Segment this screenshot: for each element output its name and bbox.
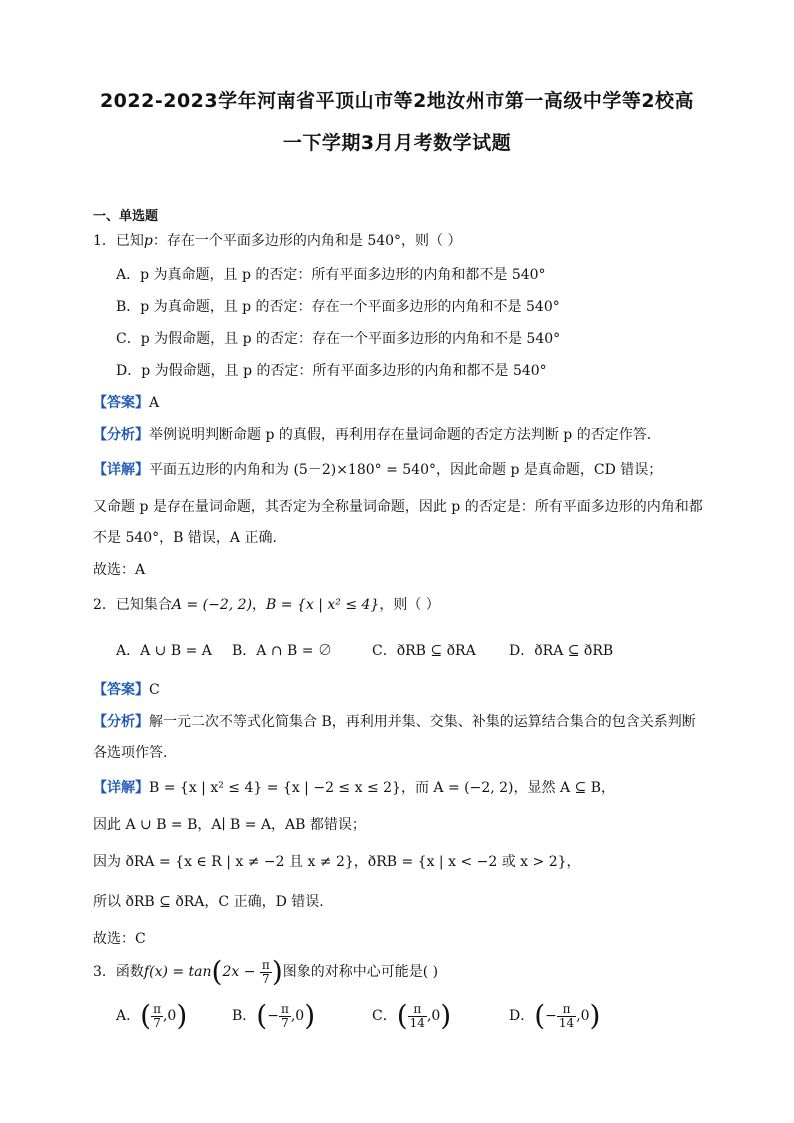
q3-stem-pre: 3．函数 — [93, 964, 144, 980]
q2-stem — [93, 594, 440, 614]
denominator: 7 — [262, 971, 270, 986]
q1-detail-2: 又命题 p 是存在量词命题，其否定为全称量词命题，因此 p 的否定是：所有平面多边形的内角和都 — [93, 499, 703, 515]
q3-func: f(x) = tan — [143, 964, 212, 980]
q2-stem-pre: 2．已知集合 — [93, 597, 172, 613]
q1-option-c: C．p 为假命题，且 p 的否定：存在一个平面多边形的内角和不是 540° — [116, 331, 561, 347]
q2-stem-post: ，则（ ） — [379, 597, 440, 613]
q2-option-a: A．A ∪ B = A — [116, 643, 212, 659]
right-paren: ) — [304, 999, 316, 1032]
q2-option-d: D．ðRA ⊆ ðRB — [509, 643, 614, 659]
left-paren: ( — [140, 999, 152, 1032]
q2-analysis-2: 各选项作答. — [93, 745, 168, 761]
q1-detail-3: 不是 540°，B 错误，A 正确. — [93, 530, 277, 546]
option-label: A． — [116, 1008, 141, 1024]
q2-detail-1 — [93, 777, 615, 797]
q1-analysis-text: 举例说明判断命题 p 的真假，再利用存在量词命题的否定方法判断 p 的否定作答. — [149, 427, 652, 443]
q2-option-b: B．A ∩ B = ∅ — [232, 643, 332, 659]
q1-choose: 故选：A — [93, 562, 146, 578]
q2-choose: 故选：C — [93, 931, 146, 947]
left-paren: ( — [534, 999, 546, 1032]
q3-arg: 2x − — [222, 964, 256, 980]
q1-option-a: A．p 为真命题，且 p 的否定：所有平面多边形的内角和都不是 540° — [116, 267, 546, 283]
q1-analysis — [93, 424, 651, 444]
section-heading: 一、单选题 — [93, 209, 159, 224]
q2-set-sep: ， — [252, 597, 267, 613]
pi-numerator: π — [153, 1001, 161, 1016]
pi-numerator: π — [557, 1003, 576, 1017]
q1-detail-1 — [93, 459, 662, 479]
pi-numerator: π — [280, 1001, 289, 1016]
denominator: 14 — [558, 1015, 575, 1030]
q1-stem — [93, 230, 462, 250]
q2-set-b: B = {x | x² ≤ 4} — [266, 597, 380, 613]
denominator: 7 — [153, 1015, 161, 1030]
left-paren: ( — [211, 955, 223, 988]
left-paren: ( — [396, 999, 408, 1032]
option-label: D． — [509, 1008, 535, 1024]
q3-option-c — [372, 999, 452, 1032]
right-paren: ) — [589, 999, 601, 1032]
option-tail: ,0 — [426, 1008, 441, 1024]
q2-answer-value: C — [149, 682, 160, 698]
title-line-2: 一下学期3月月考数学试题 — [282, 132, 512, 154]
q3-stem — [93, 955, 439, 988]
option-tail: ,0 — [162, 1008, 177, 1024]
q2-detail-4: 所以 ðRB ⊆ ðRA，C 正确，D 错误. — [93, 894, 324, 910]
q3-stem-post: 图象的对称中心可能是( ) — [282, 964, 439, 980]
q2-answer — [93, 679, 160, 699]
pi-numerator: π — [408, 1003, 427, 1017]
option-fraction — [279, 1003, 291, 1030]
q1-option-b: B．p 为真命题，且 p 的否定：存在一个平面多边形的内角和不是 540° — [116, 299, 560, 315]
option-label: C． — [372, 1008, 397, 1024]
title-line-1: 2022-2023学年河南省平顶山市等2地汝州市第一高级中学等2校高 — [99, 90, 695, 112]
left-paren: ( — [256, 999, 268, 1032]
option-tail: ,0 — [576, 1008, 590, 1024]
q1-answer-value: A — [149, 395, 160, 411]
q3-option-d — [509, 999, 601, 1032]
q2-analysis-1-text: 解一元二次不等式化简集合 B，再利用并集、交集、补集的运算结合集合的包含关系判断 — [149, 714, 696, 730]
q1-stem-pre: 1．已知 — [93, 233, 144, 249]
detail-tag: 【详解】 — [93, 780, 149, 796]
denominator: 7 — [281, 1015, 289, 1030]
q1-answer — [93, 392, 159, 412]
answer-tag: 【答案】 — [93, 395, 149, 411]
q3-option-a — [116, 999, 188, 1032]
q2-detail-2: 因此 A ∪ B = B，A∣ B = A，AB 都错误； — [93, 817, 366, 833]
answer-tag: 【答案】 — [93, 682, 149, 698]
option-label: B． — [232, 1008, 257, 1024]
q1-option-d: D．p 为假命题，且 p 的否定：所有平面多边形的内角和都不是 540° — [116, 363, 547, 379]
option-fraction — [557, 1003, 576, 1030]
right-paren: ) — [271, 955, 283, 988]
detail-tag: 【详解】 — [93, 462, 149, 478]
option-sign: − — [545, 1008, 557, 1024]
option-sign: − — [267, 1008, 279, 1024]
q2-detail-1-text: B = {x | x² ≤ 4} = {x | −2 ≤ x ≤ 2}，而 A = (−2, 2)，显然 A ⊆ B， — [149, 780, 615, 796]
q1-stem-var: p — [143, 233, 153, 249]
q3-fraction — [260, 959, 272, 986]
q3-option-b — [232, 999, 316, 1032]
q2-set-a: A = (−2, 2) — [171, 597, 253, 613]
right-paren: ) — [440, 999, 452, 1032]
pi-numerator: π — [261, 957, 270, 972]
right-paren: ) — [176, 999, 188, 1032]
option-fraction — [151, 1003, 163, 1030]
analysis-tag: 【分析】 — [93, 427, 149, 443]
q2-detail-3: 因为 ðRA = {x ∈ R | x ≠ −2 且 x ≠ 2}，ðRB = {x | x < −2 或 x > 2}， — [93, 854, 581, 870]
option-tail: ,0 — [290, 1008, 305, 1024]
q2-analysis-1 — [93, 711, 696, 731]
denominator: 14 — [409, 1015, 425, 1030]
analysis-tag: 【分析】 — [93, 714, 149, 730]
q2-option-c: C．ðRB ⊆ ðRA — [372, 643, 476, 659]
q1-stem-post: ：存在一个平面多边形的内角和是 540°，则（ ） — [152, 233, 462, 249]
q1-detail-1-text: 平面五边形的内角和为 (5－2)×180° = 540°，因此命题 p 是真命题，CD 错误； — [149, 462, 663, 478]
option-fraction — [408, 1003, 427, 1030]
